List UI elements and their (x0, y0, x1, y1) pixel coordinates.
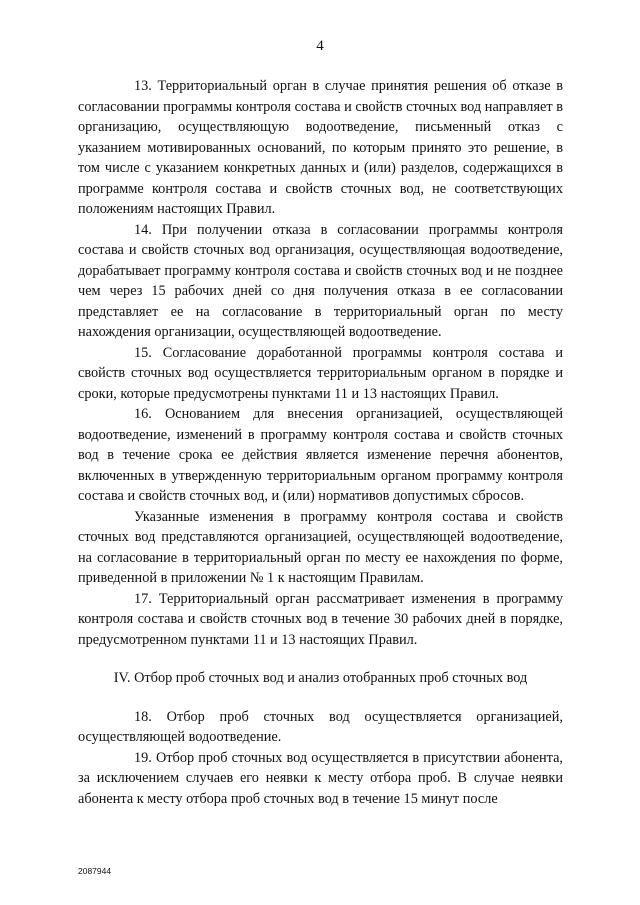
document-code: 2087944 (78, 866, 112, 876)
paragraph-16-continued: Указанные изменения в программу контроля состава и свойств сточных вод представляются организацией, осуществляющей водоотведение, на согласование в территориальный орган по месту ее нахождения по форме, приведенной в приложении № 1 к настоящим Правилам. (78, 508, 563, 586)
page-number: 4 (316, 38, 324, 54)
paragraph-18: 18. Отбор проб сточных вод осуществляется организацией, осуществляющей водоотведение. (78, 708, 563, 745)
paragraph-14: 14. При получении отказа в согласовании программы контроля состава и свойств сточных вод организация, осуществляющая водоотведение, дорабатывает программу контроля состава и свойств сточных вод и не позднее чем через 15 рабочих дней со дня получения отказа в ее согласовании представляет ее на согласование в территориальный орган по месту нахождения организации, осуществляющей водоотведение. (78, 221, 563, 340)
document-body (78, 76, 563, 809)
paragraph-15: 15. Согласование доработанной программы контроля состава и свойств сточных вод осуществляется территориальным органом в порядке и сроки, которые предусмотрены пунктами 11 и 13 настоящих Правил. (78, 344, 563, 402)
paragraph-13: 13. Территориальный орган в случае принятия решения об отказе в согласовании программы контроля состава и свойств сточных вод направляет в организацию, осуществляющую водоотведение, письменный отказ с указанием мотивированных оснований, по которым принято это решение, в том числе с указанием конкретных данных и (или) разделов, содержащихся в программе контроля состава и свойств сточных вод, не соответствующих положениям настоящих Правил. (78, 78, 563, 217)
paragraph-17: 17. Территориальный орган рассматривает изменения в программу контроля состава и свойств сточных вод в течение 30 рабочих дней в порядке, предусмотренном пунктами 11 и 13 настоящих Правил. (78, 590, 563, 648)
paragraph-19: 19. Отбор проб сточных вод осуществляется в присутствии абонента, за исключением случаев его неявки к месту отбора проб. В случае неявки абонента к месту отбора проб сточных вод в течение 15 минут после (78, 749, 563, 807)
paragraph-16: 16. Основанием для внесения организацией, осуществляющей водоотведение, изменений в программу контроля состава и свойств сточных вод в течение срока ее действия является изменение перечня абонентов, включенных в утвержденную территориальным органом программу контроля состава и свойств сточных вод, и (или) нормативов допустимых сбросов. (78, 406, 563, 504)
section-heading: IV. Отбор проб сточных вод и анализ отобранных проб сточных вод (113, 670, 528, 686)
